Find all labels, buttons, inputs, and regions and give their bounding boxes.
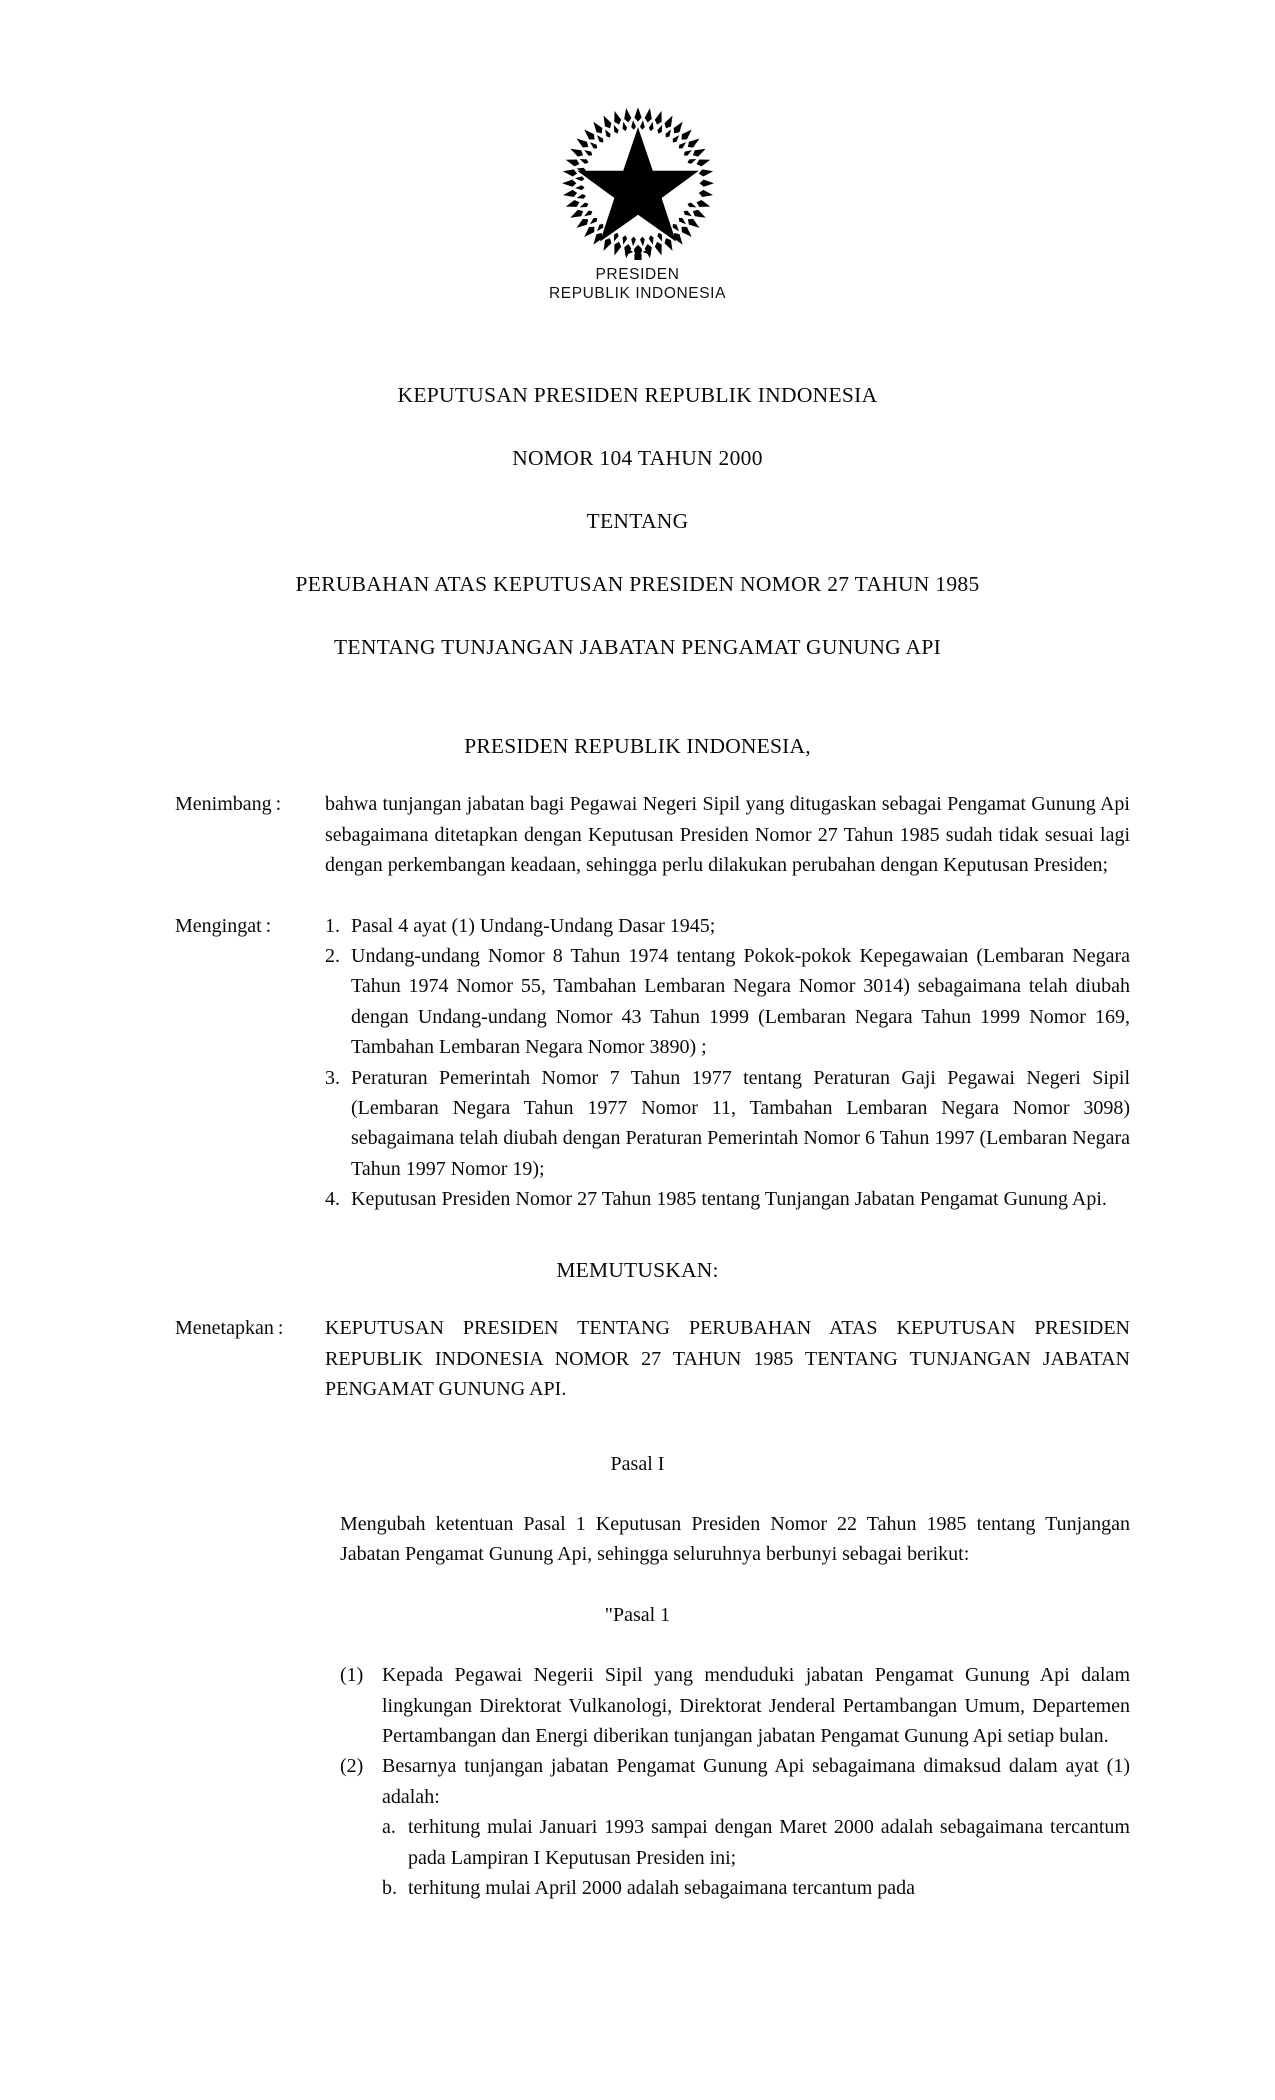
menimbang-label — [175, 789, 325, 819]
title-line-3: TENTANG — [586, 508, 689, 533]
pasal-i-heading: Pasal I — [610, 1452, 665, 1475]
document-body — [0, 382, 1275, 1903]
ayat-2-marker: (2) — [340, 1755, 364, 1778]
list-item — [325, 911, 1130, 941]
menimbang-text: bahwa tunjangan jabatan bagi Pegawai Negeri Sipil yang ditugaskan sebagai Pengamat Gunung Api sebagaimana ditetapkan dengan Keputusan Presiden Nomor 27 Tahun 1985 sudah tidak sesuai lagi dengan perkembangan keadaan, sehingga perlu dilakukan perubahan dengan Keputusan Presiden; — [325, 793, 1130, 877]
list-item — [325, 1063, 1130, 1185]
mengingat-item-3-number: 3. — [325, 1066, 340, 1089]
mengingat-colon: : — [265, 914, 272, 937]
list-item — [382, 1812, 1130, 1873]
ayat-1-text: Kepada Pegawai Negerii Sipil yang menduduki jabatan Pengamat Gunung Api dalam lingkungan Direktorat Vulkanologi, Direktorat Jenderal Pertambangan Umum, Departemen Pertambangan dan Energi diberikan tunjangan jabatan Pengamat Gunung Api setiap bulan. — [382, 1664, 1130, 1747]
memutuskan-heading: MEMUTUSKAN: — [556, 1258, 719, 1283]
menetapkan-text: KEPUTUSAN PRESIDEN TENTANG PERUBAHAN ATAS KEPUTUSAN PRESIDEN REPUBLIK INDONESIA NOMOR 27 TAHUN 1985 TENTANG TUNJANGAN JABATAN PENGAMAT GUNUNG API. — [325, 1317, 1130, 1401]
menetapkan-label — [175, 1313, 325, 1343]
letterhead-caption-line1: PRESIDEN — [595, 266, 680, 283]
clause-menetapkan — [0, 1313, 1275, 1404]
letterhead-caption-line2: REPUBLIK INDONESIA — [548, 284, 727, 302]
ayat-2-sub-b-marker: b. — [382, 1876, 397, 1899]
ayat-2-text: Besarnya tunjangan jabatan Pengamat Gunung Api sebagaimana dimaksud dalam ayat (1) adalah: — [382, 1755, 1130, 1808]
garuda-star-wreath-emblem — [558, 100, 718, 260]
mengingat-label-text: Mengingat — [175, 914, 262, 937]
list-item — [382, 1873, 1130, 1903]
preamble-heading: PRESIDEN REPUBLIK INDONESIA, — [464, 734, 811, 759]
clause-mengingat — [0, 911, 1275, 1215]
title-line-4: PERUBAHAN ATAS KEPUTUSAN PRESIDEN NOMOR 27 TAHUN 1985 — [295, 571, 980, 596]
letterhead-caption — [549, 266, 726, 304]
ayat-2-sub-a-marker: a. — [382, 1816, 396, 1839]
menetapkan-label-text: Menetapkan — [175, 1317, 274, 1340]
mengingat-item-1-number: 1. — [325, 914, 340, 937]
mengingat-list-wrap — [325, 911, 1130, 1215]
document-title-block — [0, 382, 1275, 660]
menimbang-colon: : — [275, 793, 282, 816]
mengingat-item-4-number: 4. — [325, 1188, 340, 1211]
ayat-2-sub-a-text: terhitung mulai Januari 1993 sampai dengan Maret 2000 adalah sebagaimana tercantum pada Lampiran I Keputusan Presiden ini; — [408, 1816, 1130, 1869]
mengingat-item-4-text: Keputusan Presiden Nomor 27 Tahun 1985 tentang Tunjangan Jabatan Pengamat Gunung Api. — [351, 1188, 1107, 1211]
ayat-1-marker: (1) — [340, 1664, 364, 1687]
list-item — [340, 1751, 1130, 1903]
title-line-5: TENTANG TUNJANGAN JABATAN PENGAMAT GUNUNG API — [333, 634, 942, 659]
mengingat-label — [175, 911, 325, 941]
ayat-2-sub-b-text: terhitung mulai April 2000 adalah sebagaimana tercantum pada — [408, 1876, 916, 1899]
mengingat-item-1-text: Pasal 4 ayat (1) Undang-Undang Dasar 1945; — [351, 914, 716, 937]
ayat-2-sublist — [382, 1812, 1130, 1903]
mengingat-list — [325, 911, 1130, 1215]
ayat-2-wrap — [382, 1751, 1130, 1903]
title-line-2: NOMOR 104 TAHUN 2000 — [512, 445, 763, 470]
pasal-i-text: Mengubah ketentuan Pasal 1 Keputusan Presiden Nomor 22 Tahun 1985 tentang Tunjangan Jabatan Pengamat Gunung Api, sehingga seluruhnya berbunyi sebagai berikut: — [340, 1513, 1130, 1566]
list-item — [325, 1184, 1130, 1214]
mengingat-item-2-number: 2. — [325, 944, 340, 967]
title-line-1: KEPUTUSAN PRESIDEN REPUBLIK INDONESIA — [397, 383, 878, 407]
list-item — [325, 941, 1130, 1063]
clause-menimbang — [0, 789, 1275, 880]
letterhead — [0, 100, 1275, 304]
mengingat-item-2-text: Undang-undang Nomor 8 Tahun 1974 tentang Pokok-pokok Kepegawaian (Lembaran Negara Tahun 1974 Nomor 55, Tambahan Lembaran Negara Nomor 3014) sebagaimana telah diubah dengan Undang-undang Nomor 43 Tahun 1999 (Lembaran Negara Tahun 1999 Nomor 169, Tambahan Lembaran Negara Nomor 3890) ; — [351, 944, 1130, 1059]
menimbang-label-text: Menimbang — [175, 793, 272, 816]
mengingat-item-3-text: Peraturan Pemerintah Nomor 7 Tahun 1977 tentang Peraturan Gaji Pegawai Negeri Sipil (Lembaran Negara Tahun 1977 Nomor 11, Tambahan Lembaran Negara Nomor 3098) sebagaimana telah diubah dengan Peraturan Pemerintah Nomor 6 Tahun 1997 (Lembaran Negara Tahun 1997 Nomor 19); — [351, 1066, 1130, 1180]
pasal-1-quoted-heading: "Pasal 1 — [604, 1603, 671, 1626]
menetapkan-colon: : — [277, 1317, 284, 1340]
list-item — [340, 1660, 1130, 1751]
pasal-1-ayat-list — [0, 1660, 1275, 1903]
